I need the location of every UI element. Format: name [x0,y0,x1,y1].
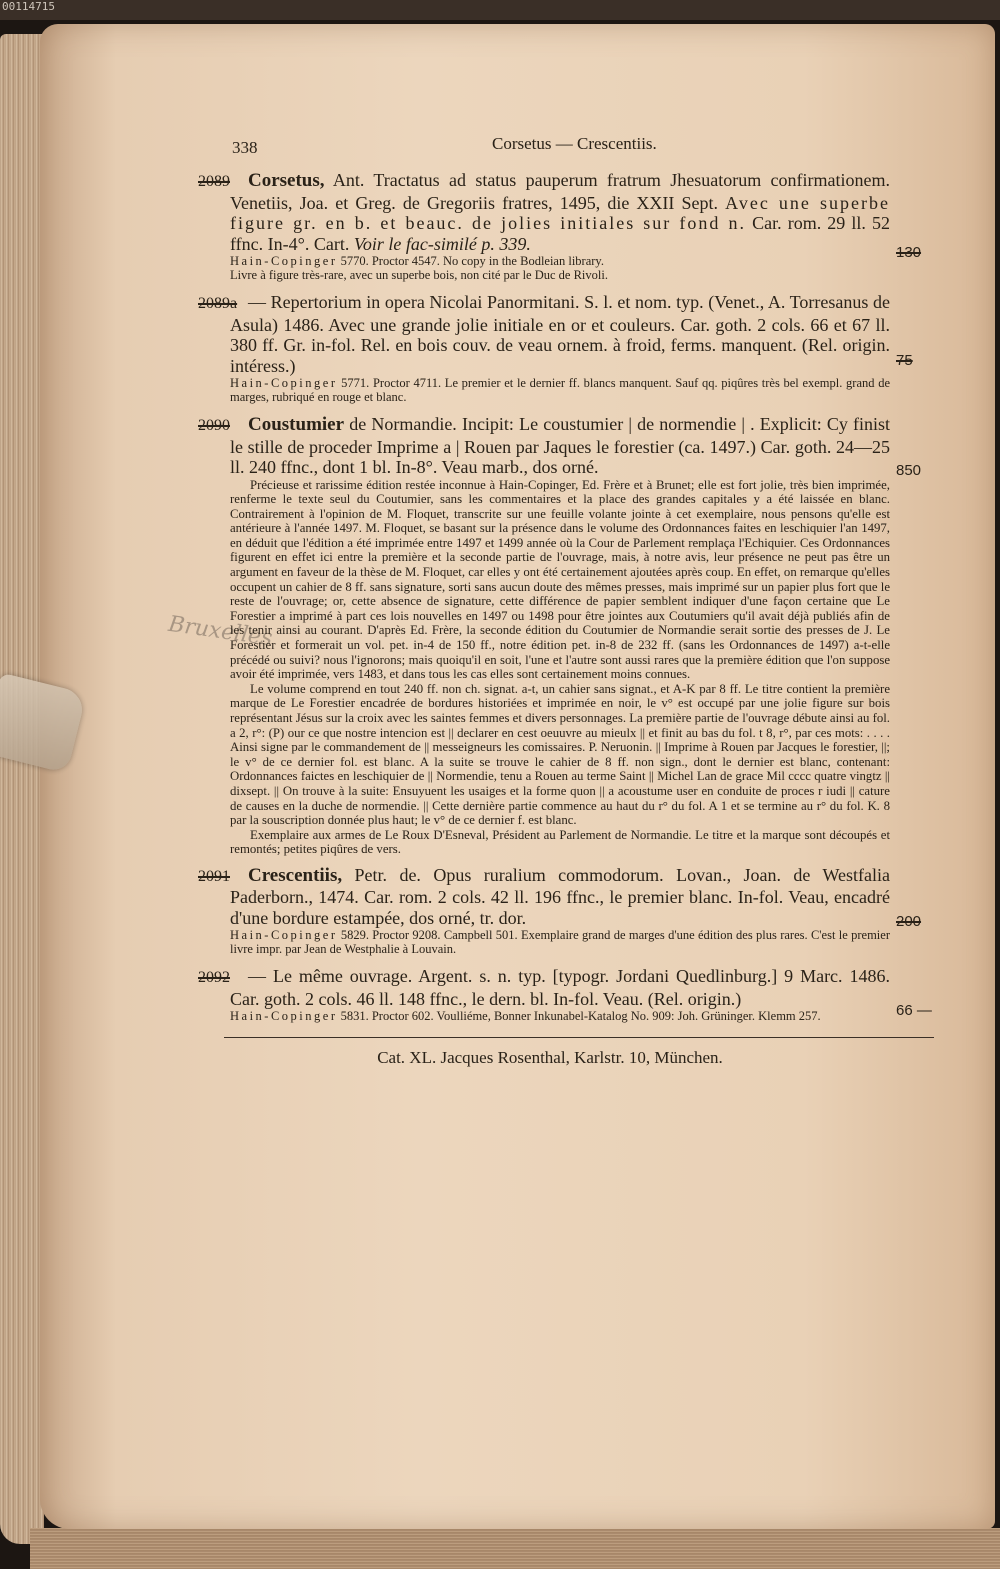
price-2089a: 75 [896,352,913,369]
entry-2091 [198,864,922,957]
page-number: 338 [232,138,258,157]
ref-author: Hain-Copinger [230,1009,338,1024]
scan-label: 00114715 [0,0,1000,20]
price-2089: 130 [896,244,922,261]
page-footer: Cat. XL. Jacques Rosenthal, Karlstr. 10, München. [377,1048,723,1068]
entry-number: 2091 [198,867,230,885]
footer-rule [224,1037,934,1038]
ref-author: Hain-Copinger [230,928,338,943]
ref-text: 5771. Proctor 4711. Le premier et le dernier ff. blancs manquent. Sauf qq. piqûres très bel exempl. grand de marges, rubriqué en rouge et blanc. [230,376,890,404]
ref-text: 5829. Proctor 9208. Campbell 501. Exemplaire grand de marges d'une édition des plus rares. C'est le premier livre impr. par Jean de Westphalie à Louvain. [230,928,890,957]
price-2091: 200 [896,912,922,930]
ref-author: Hain-Copinger [230,376,338,390]
entry-text: — Le même ouvrage. Argent. s. n. typ. [typogr. Jordani Quedlinburg.] 9 Marc. 1486. Car. goth. 2 cols. 46 ll. 148 ffnc., le dern. bl. In-fol. Veau. (Rel. origin.) [230,966,890,1009]
ref-text: 5770. Proctor 4547. No copy in the Bodleian library. [337,254,604,268]
entry-text: — Repertorium in opera Nicolai Panormitani. S. l. et nom. typ. (Venet., A. Torresanus de Asula) 1486. Avec une grande jolie initiale en or et couleurs. Car. goth. 2 cols. 66 et 67 ll. 380 ff. Gr. in-fol. Rel. en bois couv. de veau ornem. à froid, ferms. manquent. (Rel. origin. intéress.) [230,292,890,376]
entry-heading: Coustumier [248,414,345,435]
entry-text: Ant. Tractatus ad status pauperum fratrum Jhesuatorum confirmationem. Venetiis, Joa. et Greg. de Gregoriis fratres, 1495, die XXII Sept. [230,170,890,213]
entry-number: 2092 [198,969,230,987]
running-title: Corsetus — Crescentiis. [492,134,657,153]
entry-note: Exemplaire aux armes de Le Roux D'Esneval, Président au Parlement de Normandie. Le titre et la marque sont découpés et remontés; petites piqûres de vers. [230,827,890,857]
margin-pencil-note: Bruxelles [166,611,274,652]
entry-text-spaced: Avec une superbe figure gr. en b. et beauc. de jolies initiales sur fond n. [230,192,891,233]
entry-text: Petr. de. Opus ruralium commodorum. Lovan., Joan. de Westfalia Paderborn., 1474. Car. rom. 2 cols. 42 ll. 196 ffnc., le premier blanc. In-fol. Veau, encadré d'une bordure estampée, dos orné, tr. dor. [230,864,890,928]
entry-text: de Normandie. Incipit: Le coustumier | de normendie | . Explicit: Cy finist le stille de proceder Imprime a | Rouen par Jaques le forestier (ca. 1497.) Car. goth. 24—25 ll. 240 ffnc., dont 1 bl. In-8°. Veau marb., dos orné. [230,414,890,477]
entry-number: 2089a [198,295,238,312]
entry-heading: Crescentiis, [248,864,343,886]
book-bottom-edge [30,1528,1000,1569]
entry-2092 [198,966,932,1024]
ref-author: Hain-Copinger [230,254,338,268]
book-page-edges [0,34,44,1544]
price-2090: 850 [896,462,922,479]
entry-note: Précieuse et rarissime édition restée inconnue à Hain-Copinger, Ed. Frère et à Brunet; elle est fort jolie, très bien imprimée, renferme le texte seul du Coutumier, sans les commentaires et la place des grandes capitales y a été laissée en blanc. Contrairement à l'opinion de M. Floquet, transcrite sur une feuille volante jointe à cet exemplaire, nous pensons qu'elle est antérieure à l'année 1497. M. Floquet, se basant sur la présence dans le volume des Ordonnances faites en leschiquier l'an 1497, en déduit que l'édition a été imprimée entre 1497 et 1499 année où la Cour de Parlement remplaça l'Echiquier. Ces Ordonnances figurent en effet ici entre la première et la seconde partie de l'ouvrage, mais, à notre avis, leur présence ne peut pas être un argument en faveur de la thèse de M. Floquet, car elles y ont été certainement ajoutées après coup. En effet, on remarque qu'elles occupent un cahier de 8 ff. sans signature, sorti sans aucun doute des mêmes presses, mais imprimé sur un papier plus fort que le reste de l'ouvrage; or, cette absence de signature, cette différence de papier semblent indiquer d'une façon certaine que Le Forestier a imprimé à part ces lois nouvelles en 1497 ou 1498 pour être jointes aux Coutumiers qu'il avait déjà publiés afin de les tenir ainsi au courant. D'après Ed. Frère, la seconde édition du Coutumier de Normandie serait sortie des presses de J. Le Forestier et formerait un vol. pet. in-4 de 150 ff., notre édition pet. in-8 de 232 ff. (sans les Ordonnances de 1497) a-t-elle précédé ou suivi? nous l'ignorons; mais quoiqu'il en soit, l'une et l'autre sont aussi rares que la première édition que l'on suppose avoir été imprimée, vers 1483, et dans tous les cas elles sont certainement moins connues. [230,477,890,682]
ref-text: 5831. Proctor 602. Voulliéme, Bonner Inkunabel-Katalog No. 909: Joh. Grüninger. Klemm 257. [337,1009,821,1024]
entry-note: Le volume comprend en tout 240 ff. non ch. signat. a-t, un cahier sans signat., et A-K par 8 ff. Le titre contient la première marque de Le Forestier encadrée de bordures historiées et imprimée en noir, le v° est occupé par une jolie figure sur bois représentant Jésus sur la croix avec les saintes femmes et divers personnages. La première partie de l'ouvrage débute ainsi au fol. a 2, r°: (P) our ce que nostre intencion est || declarer en cest oeuuvre au mieulx || et finit au bas du fol. t 8, r°, par ces mots: . . . . Ainsi signe par le commandement de || messeigneurs les comissaires. P. Neruonin. || Imprime à Rouen par Jacques le forestier, ||; le v° de ce dernier fol. est blanc. A la suite se trouve le cahier de 8 ff. non sign., dont le dernier est blanc, contenant: Ordonnances faictes en leschiquier de || Normendie, tenu a Rouen au terme Saint || Michel Lan de grace Mil cccc quatre vingtz || dixsept. || On trouve à la suite: Ensuyuent les usaiges et la forme quon || a acoustume user en conduite de proces r iudi || cature de causes en la duche de normendie. || Cette dernière partie commence au haut du r° du fol. A 1 et se termine au r° du fol. K. 8 par la souscription donnée plus haut; le v° de ce dernier f. est blanc. [230,681,890,828]
page-header [230,130,890,170]
entry-text: Car. rom. 29 ll. 52 ffnc. In-4°. Cart. [230,213,890,254]
entry-2089a [198,292,913,404]
entry-number: 2090 [198,417,230,434]
entry-heading: Corsetus, [248,170,325,191]
entry-text-italic: Voir le fac-similé p. 339. [353,233,531,254]
entry-2089 [198,170,922,282]
entry-number: 2089 [198,173,230,190]
price-2092: 66 — [896,1002,932,1020]
ref-text: Livre à figure très-rare, avec un superbe bois, non cité par le Duc de Rivoli. [230,268,608,282]
